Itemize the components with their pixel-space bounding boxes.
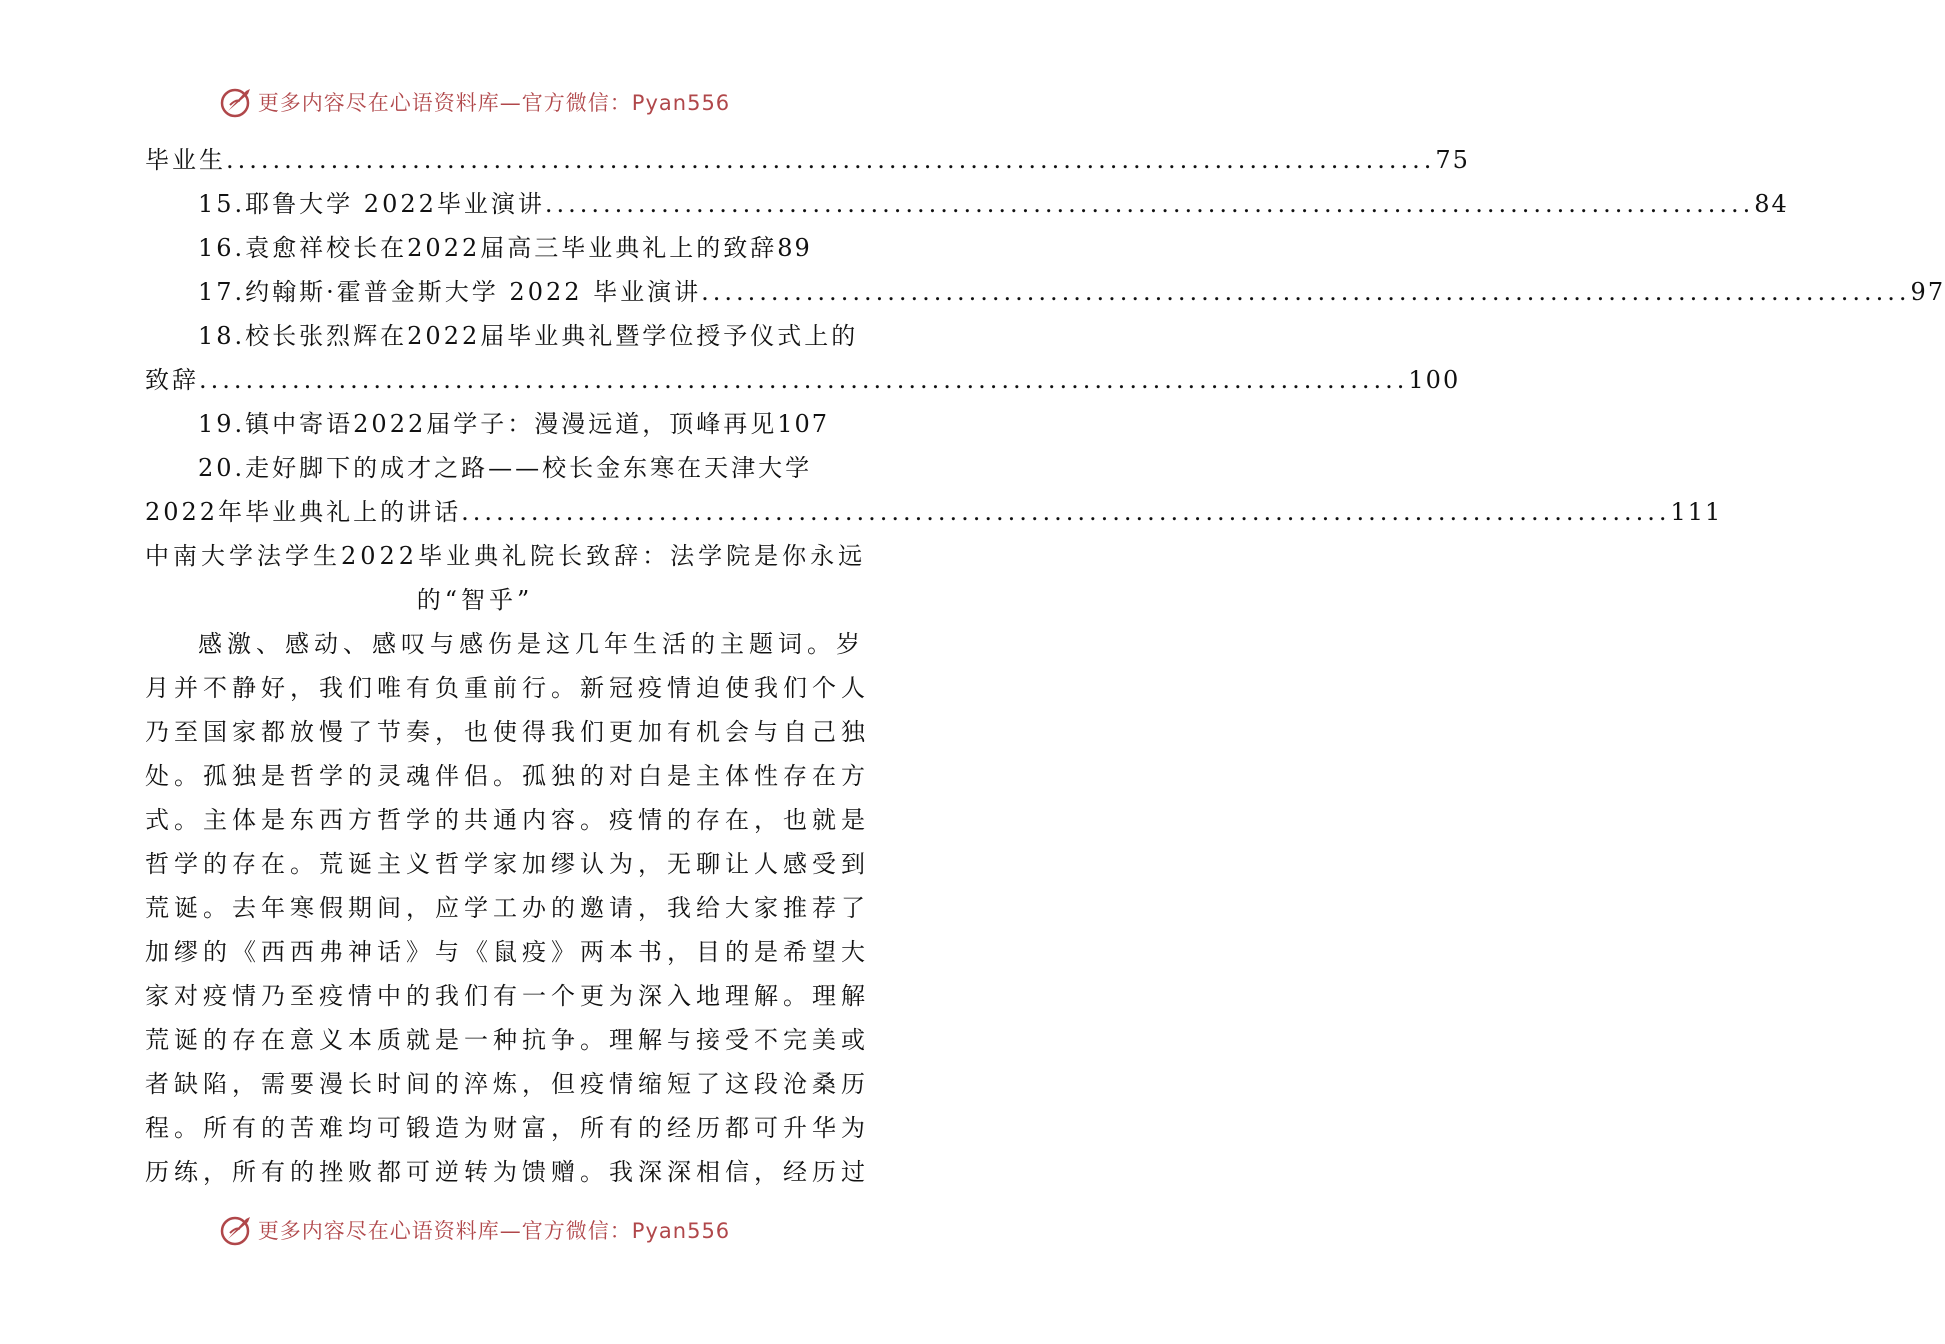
toc-entry-title: 毕业生: [145, 146, 226, 174]
toc-entry-title-line1: 18.校长张烈辉在2022届毕业典礼暨学位授予仪式上的: [198, 322, 859, 350]
toc-entry-page: 75: [1435, 146, 1470, 174]
article-title-line2: 的“智乎”: [416, 586, 534, 614]
header-banner: [0, 82, 950, 122]
toc-entry-page: 107: [777, 410, 830, 438]
toc-leader-dots: [461, 490, 1670, 534]
toc-entry-page: 89: [777, 234, 812, 262]
toc-entry-title: 2022年毕业典礼上的讲话: [145, 498, 462, 526]
toc-entry-title: 16.袁愈祥校长在2022届高三毕业典礼上的致辞: [198, 234, 778, 262]
paragraph-line: 感激、感动、感叹与感伤是这几年生活的主题词。岁: [198, 630, 865, 658]
paragraph-line: 者缺陷，需要漫长时间的淬炼，但疫情缩短了这段沧桑历: [145, 1070, 870, 1098]
document-content: [145, 138, 1945, 1194]
paragraph-line: 家对疫情乃至疫情中的我们有一个更为深入地理解。理解: [145, 982, 870, 1010]
toc-entry: [145, 358, 1461, 402]
toc-entry-title: 19.镇中寄语2022届学子：漫漫远道，顶峰再见: [198, 410, 778, 438]
toc-leader-dots: [545, 182, 1754, 226]
toc-entry-title: 15.耶鲁大学 2022毕业演讲: [198, 190, 545, 218]
paragraph-line: 式。主体是东西方哲学的共通内容。疫情的存在，也就是: [145, 806, 870, 834]
paragraph-line: 历练，所有的挫败都可逆转为馈赠。我深深相信，经历过: [145, 1158, 870, 1186]
toc-entry: [145, 402, 830, 446]
toc-entry: [145, 138, 1470, 182]
footer-banner-text: 更多内容尽在心语资料库—官方微信：Pyan556: [257, 1219, 731, 1243]
toc-entry: [145, 182, 1789, 226]
toc-entry-page: 100: [1408, 366, 1461, 394]
toc-leader-dots: [199, 358, 1408, 402]
paragraph-line: 处。孤独是哲学的灵魂伴侣。孤独的对白是主体性存在方: [145, 762, 870, 790]
paragraph-line: 哲学的存在。荒诞主义哲学家加缪认为，无聊让人感受到: [145, 850, 870, 878]
toc-entry-title-line1: 20.走好脚下的成才之路——校长金东寒在天津大学: [198, 454, 813, 482]
paragraph-line: 加缪的《西西弗神话》与《鼠疫》两本书，目的是希望大: [145, 938, 870, 966]
paragraph-line: 月并不静好，我们唯有负重前行。新冠疫情迫使我们个人: [145, 674, 870, 702]
toc-entry: [145, 490, 1723, 534]
quill-logo-icon: [220, 1213, 254, 1247]
toc-entry: [145, 270, 1945, 314]
quill-logo-icon: [220, 85, 254, 119]
toc-entry-page: 84: [1754, 190, 1789, 218]
paragraph-line: 乃至国家都放慢了节奏，也使得我们更加有机会与自己独: [145, 718, 870, 746]
toc-entry-title: 致辞: [145, 366, 199, 394]
toc-entry: [145, 226, 812, 270]
header-banner-text: 更多内容尽在心语资料库—官方微信：Pyan556: [257, 91, 731, 115]
toc-leader-dots: [226, 138, 1435, 182]
paragraph-line: 荒诞。去年寒假期间，应学工办的邀请，我给大家推荐了: [145, 894, 870, 922]
toc-entry-title: 17.约翰斯·霍普金斯大学 2022 毕业演讲: [198, 278, 702, 306]
toc-entry-page: 97: [1910, 278, 1945, 306]
paragraph-line: 程。所有的苦难均可锻造为财富，所有的经历都可升华为: [145, 1114, 870, 1142]
article-title-line1: 中南大学法学生2022毕业典礼院长致辞：法学院是你永远: [145, 542, 867, 570]
toc-leader-dots: [701, 270, 1910, 314]
toc-entry-page: 111: [1670, 498, 1723, 526]
paragraph-line: 荒诞的存在意义本质就是一种抗争。理解与接受不完美或: [145, 1026, 870, 1054]
footer-banner: [0, 1210, 950, 1250]
